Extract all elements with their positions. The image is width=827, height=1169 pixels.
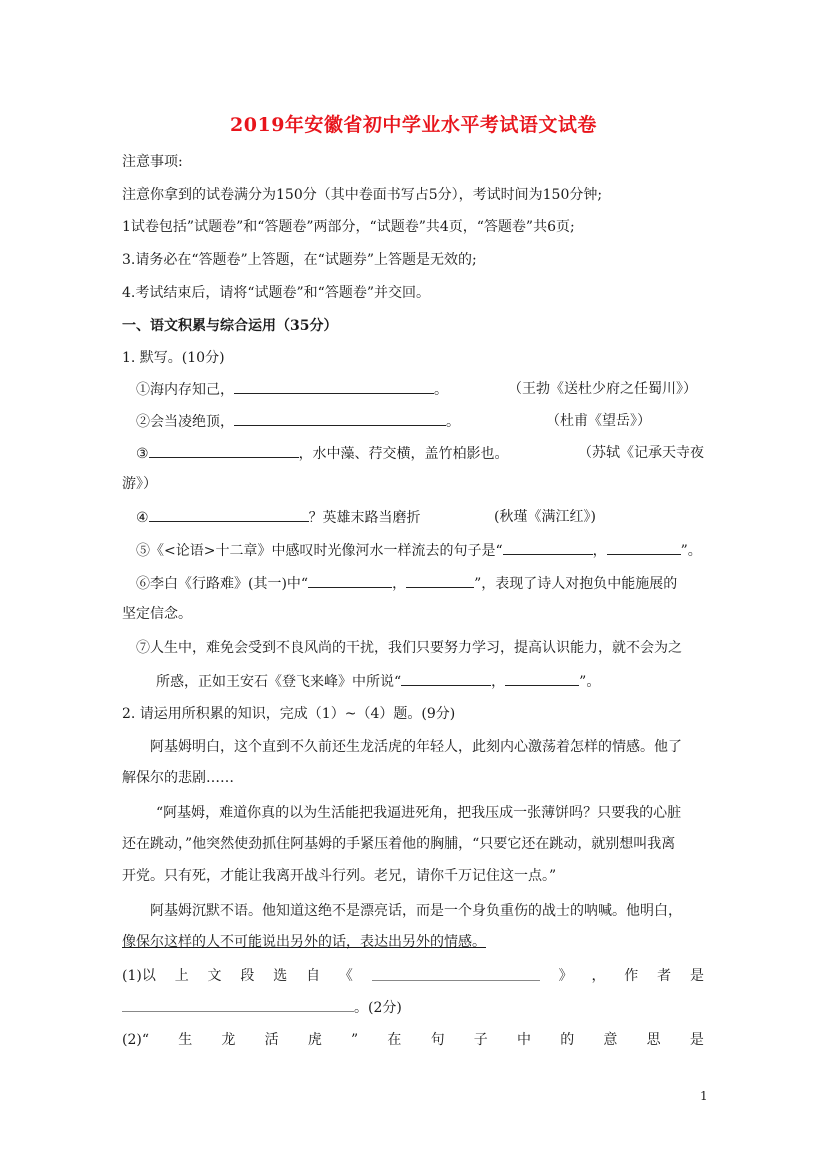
q1-item-7-text: 所惑，正如王安石《登飞来峰》中所说“ [156, 674, 402, 690]
answer-blank-author[interactable] [122, 997, 354, 1012]
answer-blank[interactable] [149, 443, 299, 458]
q1-item-1-end: 。 [434, 382, 448, 398]
section-1-heading: 一、语文积累与综合运用（35分） [122, 318, 338, 334]
s2-char: 句 [430, 1032, 445, 1048]
notice-item-2: 1试卷包括”试题卷”和“答题卷”两部分，“试题卷”共4页，“答题卷”共6页; [122, 219, 575, 235]
passage-p2-line-3: 开党。只有死，才能让我离开战斗行列。老兄，请你千万记住这一点。” [122, 868, 557, 884]
answer-blank[interactable] [406, 573, 474, 588]
answer-blank[interactable] [503, 540, 593, 555]
q1-item-6-cont: 坚定信念。 [122, 606, 192, 622]
s1-char: 段 [240, 968, 255, 984]
s2-char: (2)“ [122, 1032, 149, 1048]
notice-heading: 注意事项: [122, 154, 183, 170]
s1-char: ， [591, 968, 606, 984]
q1-item-5-end: ”。 [680, 543, 702, 559]
answer-blank[interactable] [308, 573, 392, 588]
q1-item-2-end: 。 [446, 414, 460, 430]
s1-char: 自 [306, 968, 321, 984]
subquestion-2-line-1 [122, 1030, 704, 1050]
q1-item-7-comma: ， [491, 674, 506, 690]
s2-char: 意 [603, 1032, 618, 1048]
q1-item-7-line-2 [156, 671, 600, 692]
notice-item-4: 4.考试结束后，请将“试题卷”和“答题卷”并交回。 [122, 285, 430, 301]
page-number: 1 [700, 1089, 708, 1103]
answer-blank[interactable] [505, 671, 579, 686]
s1-char: 《 [338, 968, 353, 984]
s2-char: ” [351, 1032, 359, 1048]
s2-char: 活 [264, 1032, 279, 1048]
passage-p3-line-2-underlined: 像保尔这样的人不可能说出另外的话，表达出另外的情感。 [122, 934, 486, 950]
s2-char: 虎 [307, 1032, 322, 1048]
answer-blank[interactable] [607, 540, 681, 555]
q1-item-7-end: ”。 [579, 674, 601, 690]
q1-item-2 [136, 411, 460, 432]
q1-item-5-text: ⑤《<论语>十二章》中感叹时光像河水一样流去的句子是“ [136, 543, 503, 559]
s1-char: 是 [689, 968, 704, 984]
passage-p2-line-2: 还在跳动，”他突然使劲抓住阿基姆的手紧压着他的胸脯，“只要它还在跳动，就别想叫我离 [122, 836, 676, 852]
q1-item-2-source: （杜甫《望岳》） [546, 413, 651, 429]
s1-char: (1)以 [122, 968, 156, 984]
q1-item-3-source: （苏轼《记承天寺夜 [578, 445, 704, 461]
subquestion-1-line-1 [122, 966, 704, 986]
s1-char: 者 [657, 968, 672, 984]
q1-item-5 [136, 540, 702, 561]
q1-item-4-source: (秋瑾《满江红》) [494, 509, 596, 525]
q1-item-4 [136, 507, 421, 528]
passage-p1-line-2: 解保尔的悲剧…… [122, 770, 234, 786]
q1-item-6-text: ⑥李白《行路难》(其一)中“ [136, 576, 309, 592]
answer-blank[interactable] [234, 379, 434, 394]
s1-char: 选 [273, 968, 288, 984]
answer-blank[interactable] [234, 411, 446, 426]
q1-item-5-comma: ， [592, 543, 607, 559]
q1-item-3-text: ③ [136, 446, 149, 462]
notice-item-1: 注意你拿到的试卷满分为150分（其中卷面书写占5分），考试时间为150分钟; [122, 187, 603, 203]
q1-item-4-end: ？英雄末路当磨折 [308, 510, 421, 526]
s1-points: 。(2分) [354, 1000, 402, 1016]
q1-item-3 [136, 443, 509, 464]
s2-char: 生 [178, 1032, 193, 1048]
q1-item-6 [136, 573, 677, 594]
s2-char: 的 [560, 1032, 575, 1048]
q1-item-7-line-1: ⑦人生中，难免会受到不良风尚的干扰，我们只要努力学习，提高认识能力，就不会为之 [136, 640, 682, 656]
s1-char: 作 [624, 968, 639, 984]
q1-item-1-source: （王勃《送杜少府之任蜀川》） [508, 381, 697, 397]
answer-blank[interactable] [401, 671, 491, 686]
s2-char: 子 [473, 1032, 488, 1048]
subquestion-1-line-2 [122, 997, 402, 1018]
s2-char: 中 [517, 1032, 531, 1048]
q1-item-1 [136, 379, 448, 400]
q1-item-2-text: ②会当凌绝顶， [136, 414, 234, 430]
notice-item-3: 3.请务必在“答题卷”上答题，在“试题券”上答题是无效的; [122, 252, 477, 268]
s2-char: 思 [646, 1032, 661, 1048]
q1-item-6-comma: ， [392, 576, 407, 592]
s1-char: 》 [558, 968, 573, 984]
q1-item-3-end: ，水中藻、荇交横，盖竹柏影也。 [298, 446, 509, 462]
q1-item-3-source-cont: 游》） [122, 476, 157, 492]
question-2-stem: 2. 请运用所积累的知识，完成（1）~（4）题。(9分) [122, 706, 456, 722]
answer-blank[interactable] [149, 507, 309, 522]
passage-p2-line-1: “阿基姆，难道你真的以为生活能把我逼进死角，把我压成一张薄饼吗？只要我的心脏 [156, 805, 682, 821]
passage-p1-line-1: 阿基姆明白，这个直到不久前还生龙活虎的年轻人，此刻内心激荡着怎样的情感。他了 [150, 739, 682, 755]
q1-item-6-end: ”，表现了诗人对抱负中能施展的 [474, 576, 678, 592]
exam-title: 2019年安徽省初中学业水平考试语文试卷 [230, 114, 597, 136]
q1-item-1-text: ①海内存知己， [136, 382, 234, 398]
s1-char: 上 [174, 968, 189, 984]
question-1-stem: 1. 默写。(10分) [122, 350, 225, 366]
q1-item-4-text: ④ [136, 510, 149, 526]
passage-p3-line-1: 阿基姆沉默不语。他知道这绝不是漂亮话，而是一个身负重伤的战士的呐喊。他明白， [150, 903, 682, 919]
s2-char: 在 [387, 1032, 402, 1048]
s2-char: 是 [689, 1032, 704, 1048]
s1-char: 文 [207, 968, 222, 984]
answer-blank-book-title[interactable] [372, 966, 540, 981]
s2-char: 龙 [221, 1032, 236, 1048]
